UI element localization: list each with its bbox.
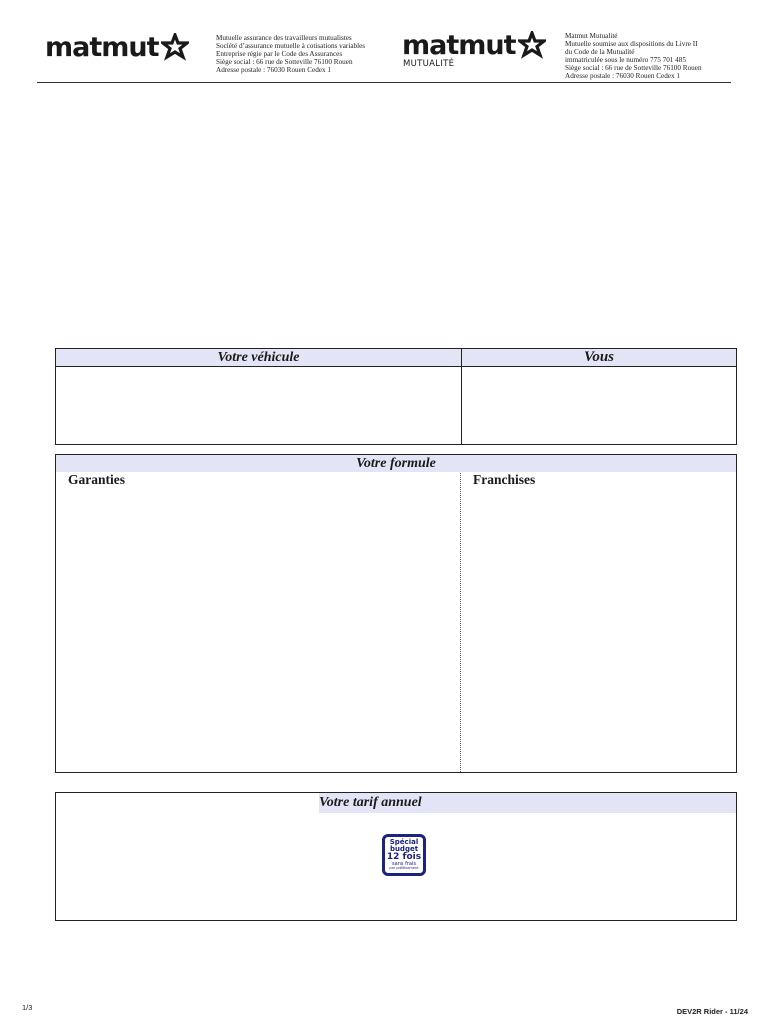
badge-line: 12 fois [386,852,422,862]
matmut-wordmark: matmut [45,31,159,63]
you-title: Vous [583,349,615,365]
badge-line: budget [389,845,419,853]
you-title-band [462,349,736,367]
legal-line: Mutuelle soumise aux dispositions du Livre II [565,40,698,49]
badge-line: sans frais [392,861,416,867]
legal-line: immatriculée sous le numéro 775 701 485 [565,56,686,65]
mutualite-subtitle: MUTUALITÉ [403,59,455,69]
page-number: 1/3 [22,1003,33,1012]
matmut-star-icon [518,31,546,59]
header-right-logo [402,31,546,59]
vehicle-you-box [55,348,737,445]
deductibles-label: Franchises [473,472,536,487]
legal-line: Société d’assurance mutuelle à cotisations variables [216,42,366,51]
badge-line: Spécial [389,838,419,846]
formula-box [55,454,737,773]
vehicle-title-band [56,349,461,367]
legal-line: Mutuelle assurance des travailleurs mutualistes [216,34,352,42]
legal-line: Adresse postale : 76030 Rouen Cedex 1 [565,72,680,81]
legal-line: du Code de la Mutualité [565,48,635,57]
tariff-box [55,792,737,921]
matmut-star-icon [161,33,189,61]
header-left-legal [216,34,365,74]
matmut-mutualite-wordmark: matmut [402,29,516,61]
legal-line: Adresse postale : 76030 Rouen Cedex 1 [216,66,331,75]
legal-line: Siège social : 66 rue de Sotteville 76100 Rouen [565,64,702,73]
badge-line: par prélèvement [389,866,419,870]
header-right-legal [565,32,702,81]
header-divider [37,82,731,83]
vehicle-title: Votre véhicule [217,350,300,365]
formula-title: Votre formule [356,456,436,471]
formula-column-divider [460,473,461,772]
formula-title-band [56,455,736,472]
vehicle-you-divider [461,349,462,444]
header-left-logo [45,33,189,61]
tariff-title: Votre tarif annuel [319,795,422,810]
legal-line: Siège social : 66 rue de Sotteville 76100 Rouen [216,58,353,67]
special-budget-badge [382,834,426,876]
document-reference: DEV2R Rider - 11/24 [676,1007,748,1016]
legal-line: Entreprise régie par le Code des Assurances [216,50,343,59]
guarantees-label: Garanties [68,472,125,487]
legal-line: Matmut Mutualité [565,32,618,40]
